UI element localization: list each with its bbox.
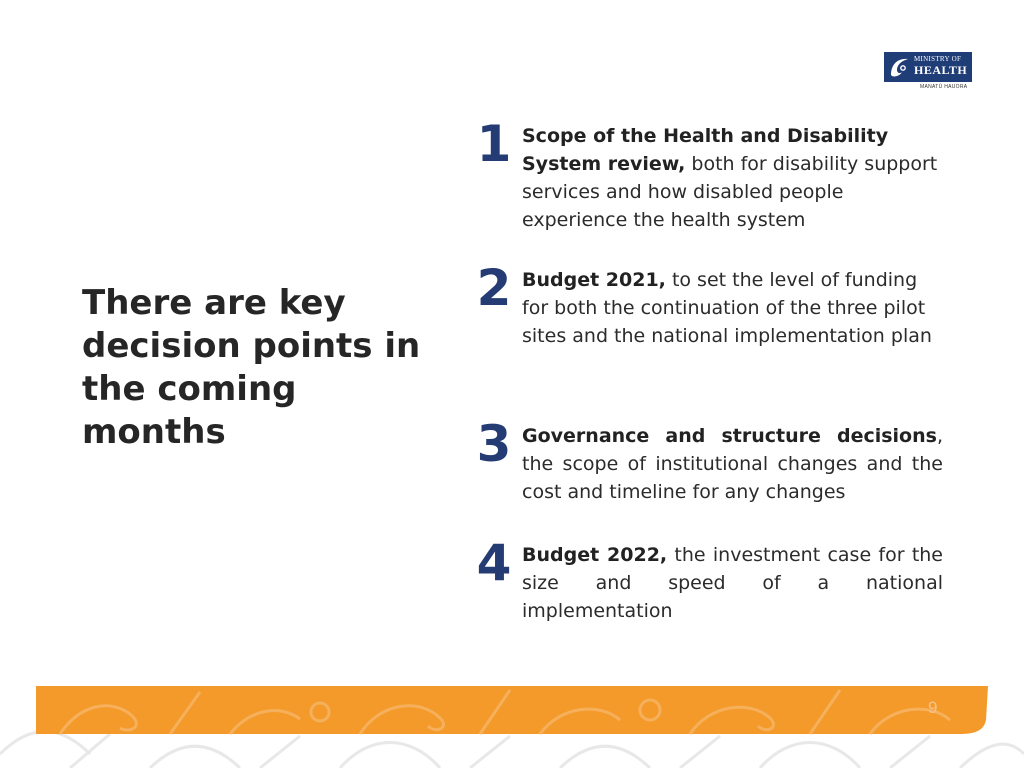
decision-number: 4 [476,534,512,592]
decision-number: 3 [476,415,512,473]
decision-title: Budget 2021, [522,269,666,291]
decision-number: 2 [476,259,512,317]
footer-pattern-band [0,684,1024,768]
decision-title: Scope of the Health and Disability System review, [522,125,889,175]
kowhaiwhai-pattern [0,684,1024,768]
ministry-of-health-logo [884,52,972,92]
decision-title: Governance and structure decisions [522,425,937,447]
decision-description: the investment case for the size and speed of a national implementation [522,544,943,622]
slide-heading: There are key decision points in the coming months [82,283,421,452]
decision-text [522,122,943,234]
koru-icon [888,56,912,78]
decision-text [522,422,943,506]
decision-description: to set the level of funding for both the continuation of the three pilot sites and the national implementation plan [522,269,932,347]
logo-badge [884,52,972,82]
decision-description: both for disability support services and how disabled people experience the health system [522,153,938,231]
decision-number: 1 [476,115,512,173]
logo-subtitle: MANATŪ HAUORA [920,84,968,90]
decision-text [522,541,943,625]
decision-description: , the scope of institutional changes and the cost and timeline for any changes [522,425,943,503]
slide-number: 9 [928,698,938,717]
decision-text [522,266,943,350]
logo-text-ministry: MINISTRY OF [914,55,962,63]
decision-title: Budget 2022, [522,544,668,566]
logo-text-health: HEALTH [914,63,968,77]
